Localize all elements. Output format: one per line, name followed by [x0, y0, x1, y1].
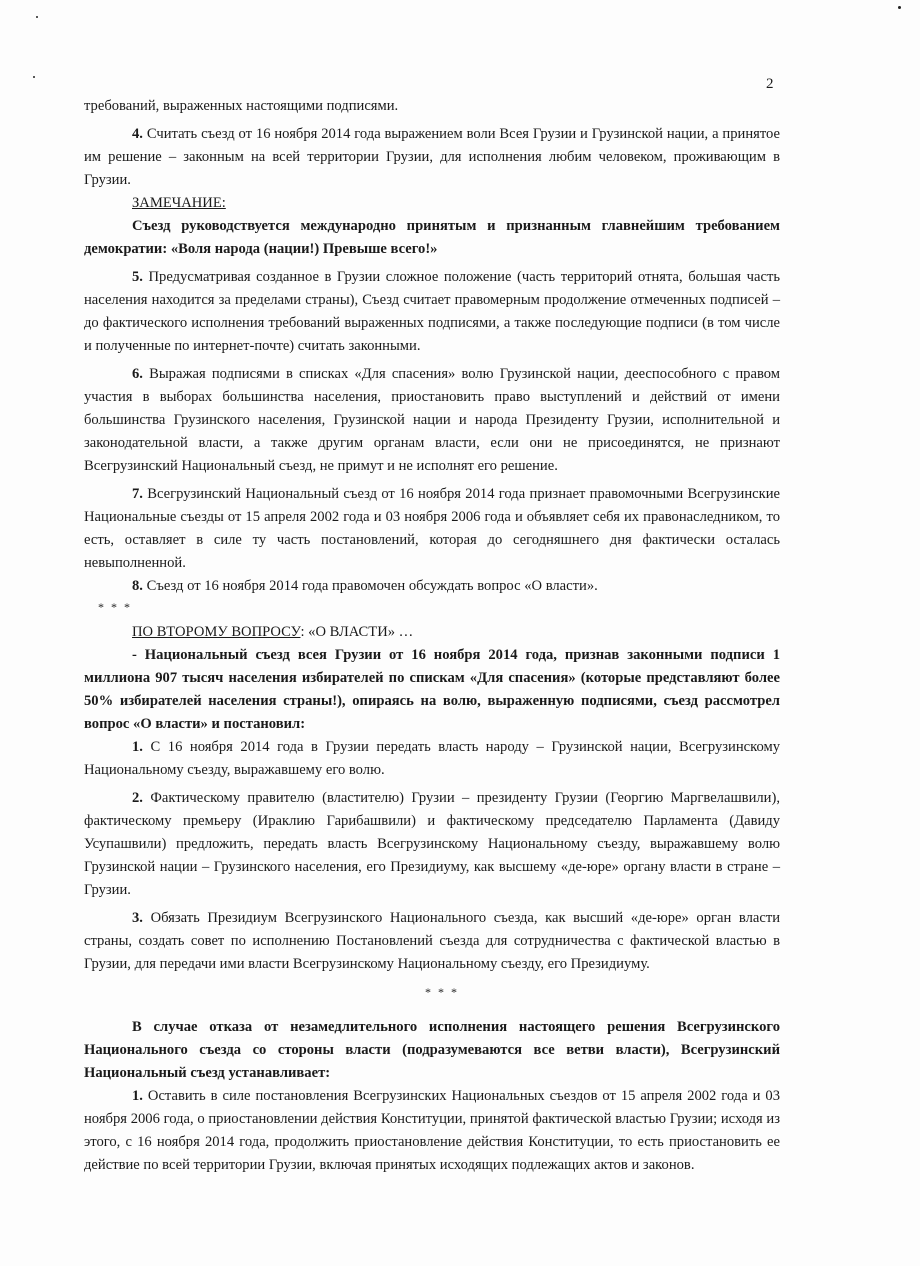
scan-speck: [36, 16, 38, 18]
item-number: 5.: [132, 269, 143, 285]
resolution-intro: - Национальный съезд всея Грузии от 16 ноября 2014 года, признав законными подписи 1 миллиона 907 тысяч населения избирателей по спискам «Для спасения» (которые представляют более 50% избирателей населения страны!), опираясь на волю, выраженную подписями, съезд рассмотрел вопрос «О власти» и постановил:: [84, 647, 780, 732]
paragraph-item-6: [84, 363, 780, 478]
paragraph-item-4: [84, 123, 780, 192]
item-text: Съезд от 16 ноября 2014 года правомочен обсуждать вопрос «О власти».: [146, 578, 598, 594]
item-text: Фактическому правителю (властителю) Грузии – президенту Грузии (Георгию Маргвелашвили), фактическому премьеру (Ираклию Гарибашвили) и фактическому председателю Парламента (Давиду Усупашвили) предложить, передать власть Всегрузинскому Национальному съезду, выражавшему волю Грузинской нации – Грузинского населения, его Президиуму, как высшему «де-юре» органу власти в стране – Грузии.: [84, 790, 780, 898]
refusal-intro: В случае отказа от незамедлительного исполнения настоящего решения Всегрузинского Национального съезда со стороны власти (подразумеваются все ветви власти), Всегрузинский Национальный съезд устанавливает:: [84, 1019, 780, 1081]
scan-speck: [898, 6, 901, 9]
page-number: 2: [766, 76, 774, 92]
paragraph-item-7: [84, 483, 780, 575]
continuation-line: требований, выраженных настоящими подписями.: [84, 98, 399, 114]
item-text: Оставить в силе постановления Всегрузинских Национальных съездов от 15 апреля 2002 года и 03 ноября 2006 года, о приостановлении действия Конституции, принятой фактической властью Грузии; исходя из этого, с 16 ноября 2014 года, продолжить приостановление действия Конституции, то есть приостановить ее действие по всей территории Грузии, включая принятых исходящих подлежащих актов и законов.: [84, 1088, 780, 1173]
item-number: 3.: [132, 910, 143, 926]
scan-speck: [33, 76, 35, 78]
item-number: 7.: [132, 486, 143, 502]
item-text: Считать съезд от 16 ноября 2014 года выражением воли Всея Грузии и Грузинской нации, а принятое им решение – законным на всей территории Грузии, для исполнения любим человеком, проживающим в Грузии.: [84, 126, 780, 188]
power-item-1: [84, 736, 780, 782]
item-text: Предусматривая созданное в Грузии сложное положение (часть территорий отнята, большая часть населения находится за пределами страны), Съезд считает правомерным продолжение отмеченных подписей – до фактического исполнения требований выраженных подписями, а также последующие подписи (в том числе и полученные по интернет-почте) считать законными.: [84, 269, 780, 354]
paragraph-item-8: [84, 575, 780, 598]
item-number: 1.: [132, 1088, 143, 1104]
section-separator: * * *: [425, 985, 459, 999]
item-number: 8.: [132, 578, 143, 594]
item-text: Обязать Президиум Всегрузинского Национального съезда, как высший «де-юре» орган власти страны, создать совет по исполнению Постановлений съезда для сотрудничества с фактической властью в Грузии, для передачи ими власти Всегрузинскому Национальному съезду, его Президиуму.: [84, 910, 781, 972]
refusal-item-1: [84, 1085, 780, 1177]
item-number: 6.: [132, 366, 143, 382]
item-number: 2.: [132, 790, 143, 806]
paragraph-item-5: [84, 266, 780, 358]
item-text: Всегрузинский Национальный съезд от 16 ноября 2014 года признает правомочными Всегрузинские Национальные съезды от 15 апреля 2002 года и 03 ноября 2006 года и объявляет себя их правонаследником, то есть, оставляет в силе ту часть постановлений, которая до сегодняшнего дня фактически осталась невыполненной.: [84, 486, 780, 571]
item-text: Выражая подписями в списках «Для спасения» волю Грузинской нации, дееспособного с правом участия в выборах большинства населения, приостановить право выступлений и действий от имени большинства Грузинского населения, Грузинской нации и народа Президенту Грузии, исполнительной и законодательной власти, а также другим органам власти, если они не присоединятся, не признают Всегрузинский Национальный съезд, не примут и не исполнят его решение.: [84, 366, 780, 474]
item-text: С 16 ноября 2014 года в Грузии передать власть народу – Грузинской нации, Всегрузинскому Национальному съезду, выражавшему его волю.: [84, 739, 780, 778]
document-body: [84, 95, 780, 1177]
second-question-heading: ПО ВТОРОМУ ВОПРОСУ: «О ВЛАСТИ» …: [132, 624, 414, 640]
item-number: 1.: [132, 739, 143, 755]
power-item-2: [84, 787, 780, 902]
remark-heading: ЗАМЕЧАНИЕ:: [132, 195, 226, 211]
power-item-3: [84, 907, 780, 976]
section-separator: * * *: [98, 600, 132, 614]
remark-text: Съезд руководствуется международно принятым и признанным главнейшим требованием демократии: «Воля народа (нации!) Превыше всего!»: [84, 218, 780, 257]
item-number: 4.: [132, 126, 143, 142]
